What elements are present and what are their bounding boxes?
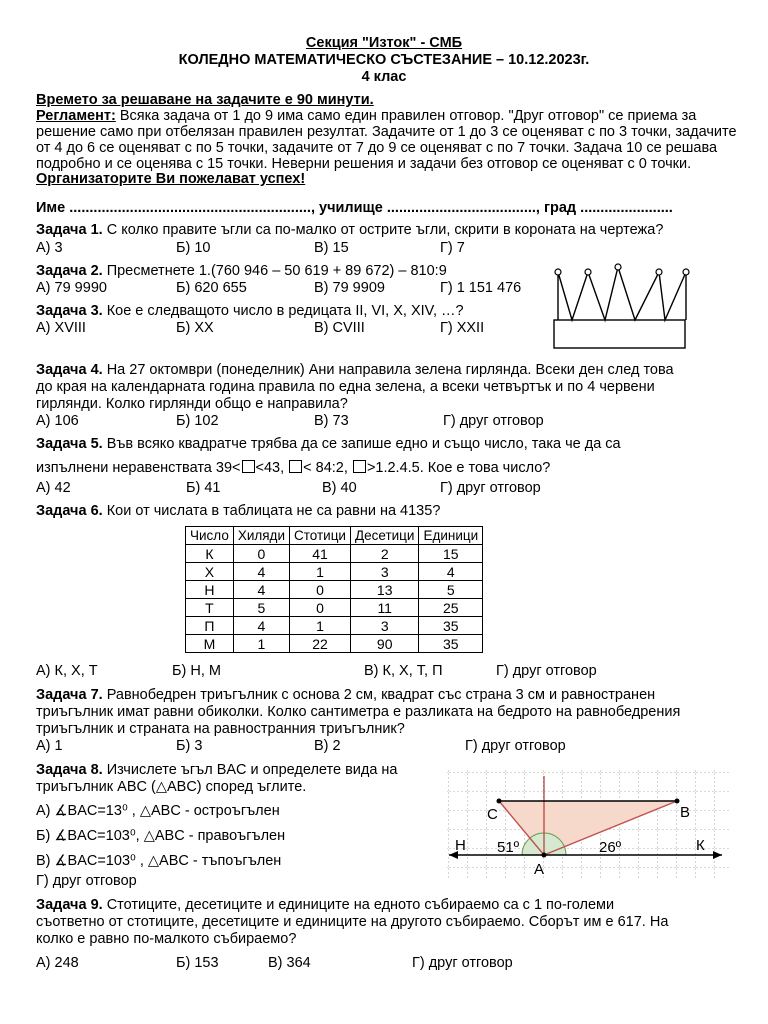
q5-label: Задача 5. — [36, 436, 103, 452]
q5-answer-b: Б) 41 — [186, 480, 221, 496]
rules-label: Регламент: — [36, 108, 116, 124]
crown-figure — [550, 262, 690, 352]
q6-label: Задача 6. — [36, 503, 103, 519]
table-cell: 1 — [233, 635, 289, 653]
q8-answer-d: Г) друг отговор — [36, 873, 137, 889]
q4-answer-b: Б) 102 — [176, 413, 219, 429]
q7-text-2: триъгълник имат равни обиколки. Колко сантиметра е разликата на бедрото на равнобедрения — [36, 704, 681, 720]
table-cell: Х — [186, 563, 234, 581]
table-header-cell: Стотици — [289, 527, 350, 545]
rules-line-2: решение само при отбелязан правилен резултат. Задачите от 1 до 3 се оценяват с по 3 точки, задачите — [36, 124, 737, 140]
q7-text-3: триъгълник и страната на равностранния триъгълник? — [36, 721, 405, 737]
label-b: B — [680, 804, 691, 821]
table-cell: 1 — [289, 563, 350, 581]
table-cell: 15 — [419, 545, 483, 563]
q5-text-1: Във всяко квадратче трябва да се запише едно и също число, така че да са — [102, 436, 621, 452]
table-cell: 41 — [289, 545, 350, 563]
table-cell: 35 — [419, 635, 483, 653]
question-1 — [36, 222, 663, 239]
question-7 — [36, 687, 655, 704]
angle-figure — [447, 768, 729, 880]
q9-text-3: колко е равно по-малкото събираемо? — [36, 931, 297, 947]
q4-text-2: до края на календарната година правила по една зелена, а всеки четвъртък и по 4 червени — [36, 379, 655, 395]
table-cell: 22 — [289, 635, 350, 653]
time-rule: Времето за решаване на задачите е 90 минути. — [36, 92, 374, 108]
q6-answer-d: Г) друг отговор — [496, 663, 597, 679]
rules-line-3: от 4 до 6 се оценяват с по 5 точки, задачите от 7 до 9 се оценяват с по 7 точки. Задача 10 се решава — [36, 140, 718, 156]
q2-answer-a: А) 79 9990 — [36, 280, 107, 296]
table-cell: 0 — [233, 545, 289, 563]
q4-answer-c: В) 73 — [314, 413, 349, 429]
question-3 — [36, 303, 464, 320]
q5-ineq-4: >1.2.4.5. Кое е това число? — [366, 460, 551, 476]
q5-answer-c: В) 40 — [322, 480, 357, 496]
q1-answer-c: В) 15 — [314, 240, 349, 256]
q3-answer-c: В) CVIII — [314, 320, 365, 336]
label-h: Н — [455, 837, 466, 854]
competition-title: КОЛЕДНО МАТЕМАТИЧЕСКО СЪСТЕЗАНИЕ – 10.12.2023г. — [178, 52, 590, 68]
rules-line-1 — [36, 108, 696, 125]
q4-text-3: гирлянди. Колко гирлянди общо е направила? — [36, 396, 348, 412]
q6-answer-b: Б) Н, М — [172, 663, 221, 679]
crown-ball — [615, 264, 621, 270]
table-cell: 4 — [419, 563, 483, 581]
q6-answer-c: В) К, Х, Т, П — [364, 663, 443, 679]
table-cell: 4 — [233, 563, 289, 581]
q9-answer-a: А) 248 — [36, 955, 79, 971]
crown-spikes — [558, 267, 686, 320]
rules-line-4: подробно и се оценява с 15 точки. Неверни решения и задачи без отговор се оценяват с 0 точки. — [36, 156, 692, 172]
q6-text: Кои от числата в таблицата не са равни на 4135? — [102, 503, 441, 519]
q7-text-1: Равнобедрен триъгълник с основа 2 см, квадрат със страна 3 см и равностранен — [102, 687, 656, 703]
grade-label: 4 клас — [361, 69, 407, 85]
q2-answer-b: Б) 620 655 — [176, 280, 247, 296]
q9-answer-c: В) 364 — [268, 955, 311, 971]
q9-text-2: съответно от стотиците, десетиците и единиците на другото събираемо. Сборът им е 617. На — [36, 914, 669, 930]
label-k: К — [696, 837, 705, 854]
table-cell: 13 — [350, 581, 418, 599]
question-8 — [36, 762, 398, 779]
table-header-cell: Десетици — [350, 527, 418, 545]
label-c: C — [487, 806, 498, 823]
table-row — [186, 581, 483, 599]
q6-answer-a: А) К, Х, Т — [36, 663, 98, 679]
table-cell: К — [186, 545, 234, 563]
crown-ball — [683, 269, 689, 275]
question-6 — [36, 503, 440, 520]
q4-answer-d: Г) друг отговор — [443, 413, 544, 429]
q7-answer-b: Б) 3 — [176, 738, 203, 754]
table-cell: М — [186, 635, 234, 653]
table-header-row — [186, 527, 483, 545]
q5-ineq-1: изпълнени неравенствата 39< — [36, 460, 241, 476]
wish-line: Организаторите Ви пожелават успех! — [36, 171, 306, 187]
q4-answer-a: А) 106 — [36, 413, 79, 429]
q7-answer-c: В) 2 — [314, 738, 341, 754]
table-cell: 25 — [419, 599, 483, 617]
q3-answer-d: Г) XXII — [440, 320, 485, 336]
q7-label: Задача 7. — [36, 687, 103, 703]
question-2 — [36, 263, 447, 280]
q8-label: Задача 8. — [36, 762, 103, 778]
table-cell: 0 — [289, 599, 350, 617]
table-row — [186, 545, 483, 563]
table-row — [186, 563, 483, 581]
crown-base — [554, 320, 685, 348]
section-title: Секция "Изток" - СМБ — [305, 35, 463, 51]
point-a — [542, 853, 547, 858]
table-cell: 3 — [350, 563, 418, 581]
table-row — [186, 617, 483, 635]
point-c — [497, 799, 502, 804]
crown-ball — [656, 269, 662, 275]
table-cell: 5 — [419, 581, 483, 599]
table-cell: 3 — [350, 617, 418, 635]
q2-answer-d: Г) 1 151 476 — [440, 280, 522, 296]
table-cell: Н — [186, 581, 234, 599]
q3-text: Кое е следващото число в редицата II, VI, X, XIV, …? — [102, 303, 464, 319]
q2-text: Пресметнете 1.(760 946 – 50 619 + 89 672) – 810:9 — [102, 263, 447, 279]
q1-answer-d: Г) 7 — [440, 240, 465, 256]
table-cell: 5 — [233, 599, 289, 617]
q1-label: Задача 1. — [36, 222, 103, 238]
table-header-cell: Число — [186, 527, 234, 545]
blank-box — [242, 460, 255, 473]
table-cell: 1 — [289, 617, 350, 635]
table-cell: 90 — [350, 635, 418, 653]
digits-table — [185, 526, 483, 653]
q8-answer-a: А) ∡BAC=13⁰ , △ABC - остроъгълен — [36, 803, 280, 819]
q7-answer-a: А) 1 — [36, 738, 63, 754]
q8-text-1: Изчислете ъгъл BAC и определете вида на — [102, 762, 398, 778]
q7-answer-d: Г) друг отговор — [465, 738, 566, 754]
q1-answer-a: А) 3 — [36, 240, 63, 256]
q9-text-1: Стотиците, десетиците и единиците на едното събираемо са с 1 по-големи — [102, 897, 615, 913]
blank-box — [353, 460, 366, 473]
q5-text-2 — [36, 460, 550, 477]
question-9 — [36, 897, 614, 914]
table-header-cell: Единици — [419, 527, 483, 545]
table-cell: 11 — [350, 599, 418, 617]
q2-label: Задача 2. — [36, 263, 103, 279]
angle-26-label: 26º — [599, 839, 622, 856]
q8-text-2: триъгълник ABC (△ABC) според ъглите. — [36, 779, 307, 795]
q9-answer-d: Г) друг отговор — [412, 955, 513, 971]
table-cell: 35 — [419, 617, 483, 635]
table-cell: 4 — [233, 581, 289, 599]
question-4 — [36, 362, 674, 379]
label-a: A — [534, 861, 545, 878]
table-cell: 2 — [350, 545, 418, 563]
table-cell: Т — [186, 599, 234, 617]
table-header-cell: Хиляди — [233, 527, 289, 545]
name-school-city-line: Име ............................................................, училище ....................................., град ....................... — [36, 200, 673, 216]
table-cell: П — [186, 617, 234, 635]
table-row — [186, 599, 483, 617]
table-cell: 0 — [289, 581, 350, 599]
angle-51-label: 51º — [497, 839, 520, 856]
blank-box — [289, 460, 302, 473]
point-b — [675, 799, 680, 804]
q5-ineq-3: < 84:2, — [303, 460, 352, 476]
crown-ball — [585, 269, 591, 275]
q3-answer-b: Б) XX — [176, 320, 214, 336]
q3-label: Задача 3. — [36, 303, 103, 319]
table-cell: 4 — [233, 617, 289, 635]
q1-text: С колко правите ъгли са по-малко от острите ъгли, скрити в короната на чертежа? — [102, 222, 664, 238]
q9-label: Задача 9. — [36, 897, 103, 913]
q8-answer-b: Б) ∡BAC=103⁰, △ABC - правоъгълен — [36, 828, 286, 844]
q5-answer-a: А) 42 — [36, 480, 71, 496]
q5-ineq-2: <43, — [255, 460, 289, 476]
q4-label: Задача 4. — [36, 362, 103, 378]
q2-answer-c: В) 79 9909 — [314, 280, 385, 296]
crown-ball — [555, 269, 561, 275]
q1-answer-b: Б) 10 — [176, 240, 211, 256]
table-row — [186, 635, 483, 653]
q8-answer-c: В) ∡BAC=103⁰ , △ABC - тъпоъгълен — [36, 853, 282, 869]
rules-text-1: Всяка задача от 1 до 9 има само един правилен отговор. "Друг отговор" се приема за — [115, 108, 697, 124]
q9-answer-b: Б) 153 — [176, 955, 219, 971]
question-5 — [36, 436, 621, 453]
q5-answer-d: Г) друг отговор — [440, 480, 541, 496]
q4-text-1: На 27 октомври (понеделник) Ани направила зелена гирлянда. Всеки ден след това — [102, 362, 674, 378]
q3-answer-a: А) XVIII — [36, 320, 86, 336]
